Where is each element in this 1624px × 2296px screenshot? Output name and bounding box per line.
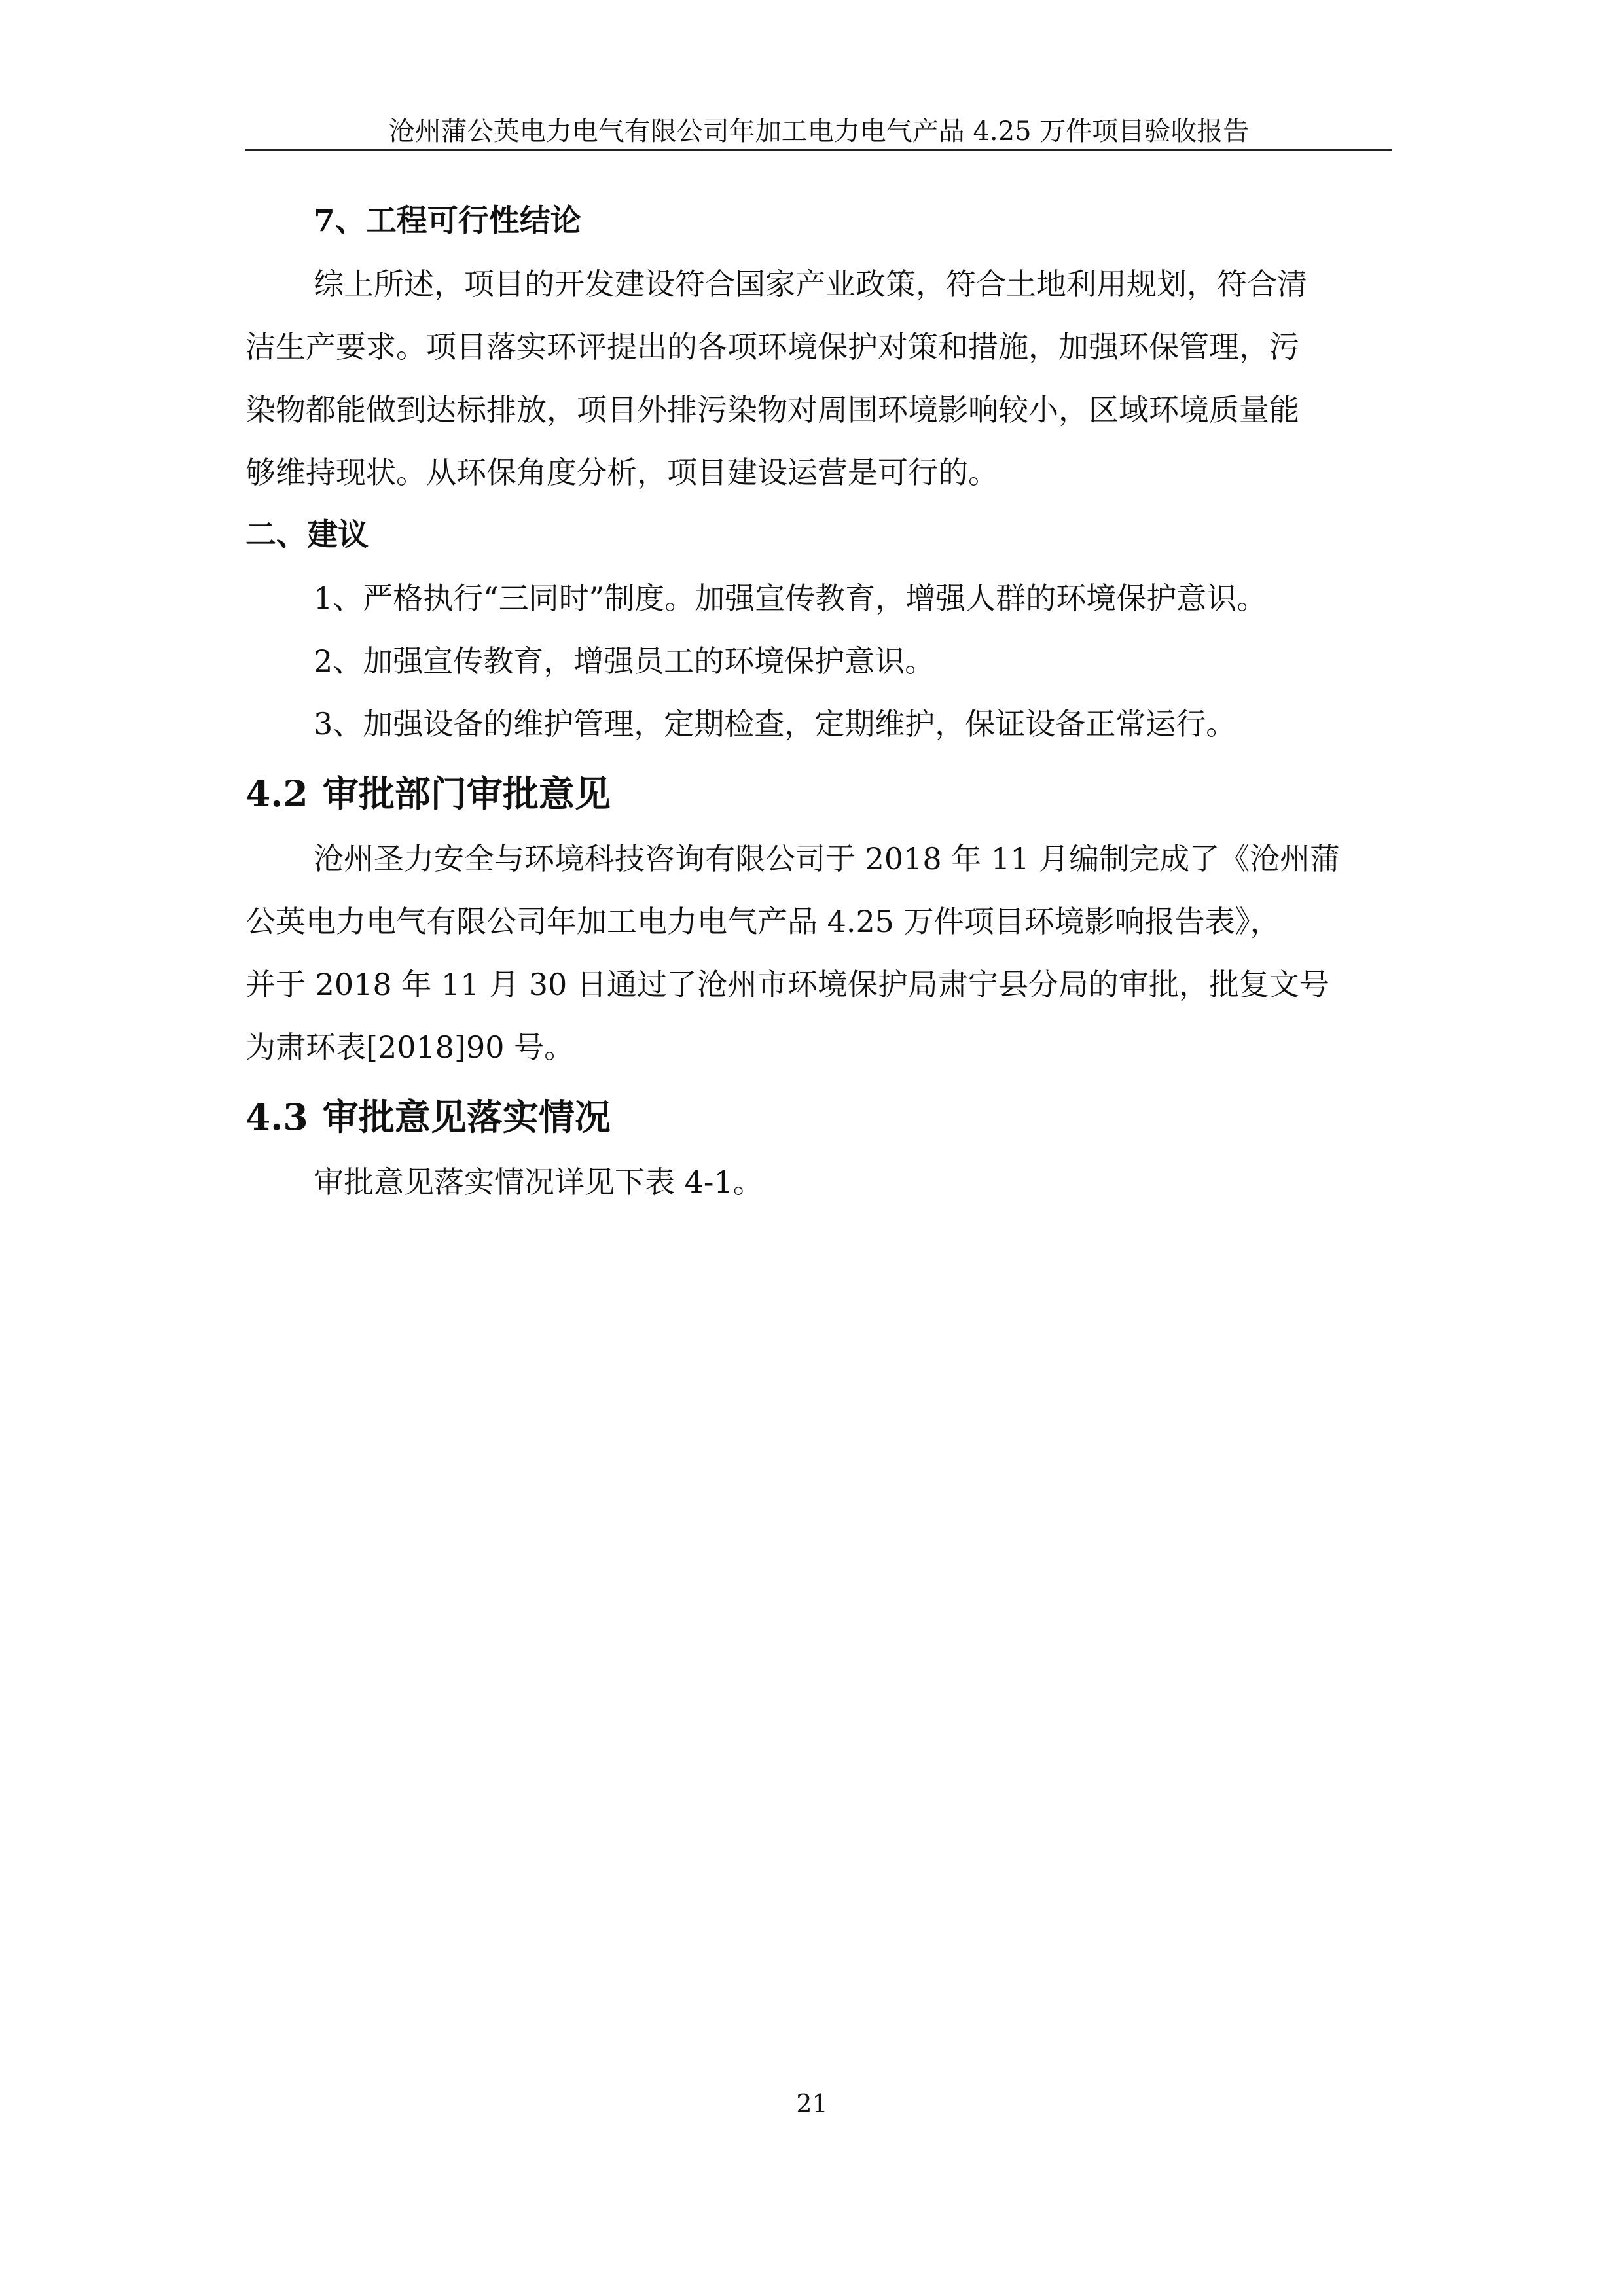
section-number: 4.3 bbox=[245, 1096, 308, 1138]
page-content bbox=[245, 190, 1392, 1213]
paragraph-line: 够维持现状。从环保角度分析，项目建设运营是可行的。 bbox=[245, 455, 998, 490]
running-header: 沧州蒲公英电力电气有限公司年加工电力电气产品 4.25 万件项目验收报告 bbox=[388, 117, 1250, 147]
section-7-heading: 7、工程可行性结论 bbox=[314, 203, 581, 239]
suggestions-heading: 二、建议 bbox=[245, 517, 369, 553]
paragraph-line: 审批意见落实情况详见下表 4-1。 bbox=[314, 1164, 763, 1200]
section-7-paragraph bbox=[245, 253, 1392, 504]
section-4-2-heading bbox=[245, 764, 1392, 823]
page-number: 21 bbox=[796, 2089, 828, 2118]
paragraph-line: 洁生产要求。项目落实环评提出的各项环境保护对策和措施，加强环保管理，污 bbox=[245, 329, 1299, 365]
section-title: 审批意见落实情况 bbox=[322, 1096, 611, 1138]
header-divider bbox=[245, 149, 1392, 151]
suggestion-item-2: 2、加强宣传教育，增强员工的环境保护意识。 bbox=[314, 643, 935, 679]
paragraph-line: 综上所述，项目的开发建设符合国家产业政策，符合土地利用规划，符合清 bbox=[314, 266, 1307, 302]
paragraph-line: 公英电力电气有限公司年加工电力电气产品 4.25 万件项目环境影响报告表》， bbox=[245, 904, 1280, 939]
section-4-3-heading bbox=[245, 1088, 1392, 1147]
paragraph-line: 并于 2018 年 11 月 30 日通过了沧州市环境保护局肃宁县分局的审批，批复文号 bbox=[245, 967, 1329, 1002]
paragraph-line: 为肃环表[2018]90 号。 bbox=[245, 1030, 575, 1065]
section-4-2-paragraph bbox=[245, 827, 1392, 1079]
suggestion-item-1: 1、严格执行“三同时”制度。加强宣传教育，增强人群的环境保护意识。 bbox=[314, 581, 1267, 616]
section-title: 审批部门审批意见 bbox=[322, 772, 611, 815]
section-number: 4.2 bbox=[245, 772, 308, 815]
paragraph-line: 沧州圣力安全与环境科技咨询有限公司于 2018 年 11 月编制完成了《沧州蒲 bbox=[314, 841, 1341, 876]
paragraph-line: 染物都能做到达标排放，项目外排污染物对周围环境影响较小，区域环境质量能 bbox=[245, 392, 1299, 427]
section-4-3-paragraph bbox=[245, 1151, 1392, 1213]
suggestion-item-3: 3、加强设备的维护管理，定期检查，定期维护，保证设备正常运行。 bbox=[314, 706, 1236, 742]
